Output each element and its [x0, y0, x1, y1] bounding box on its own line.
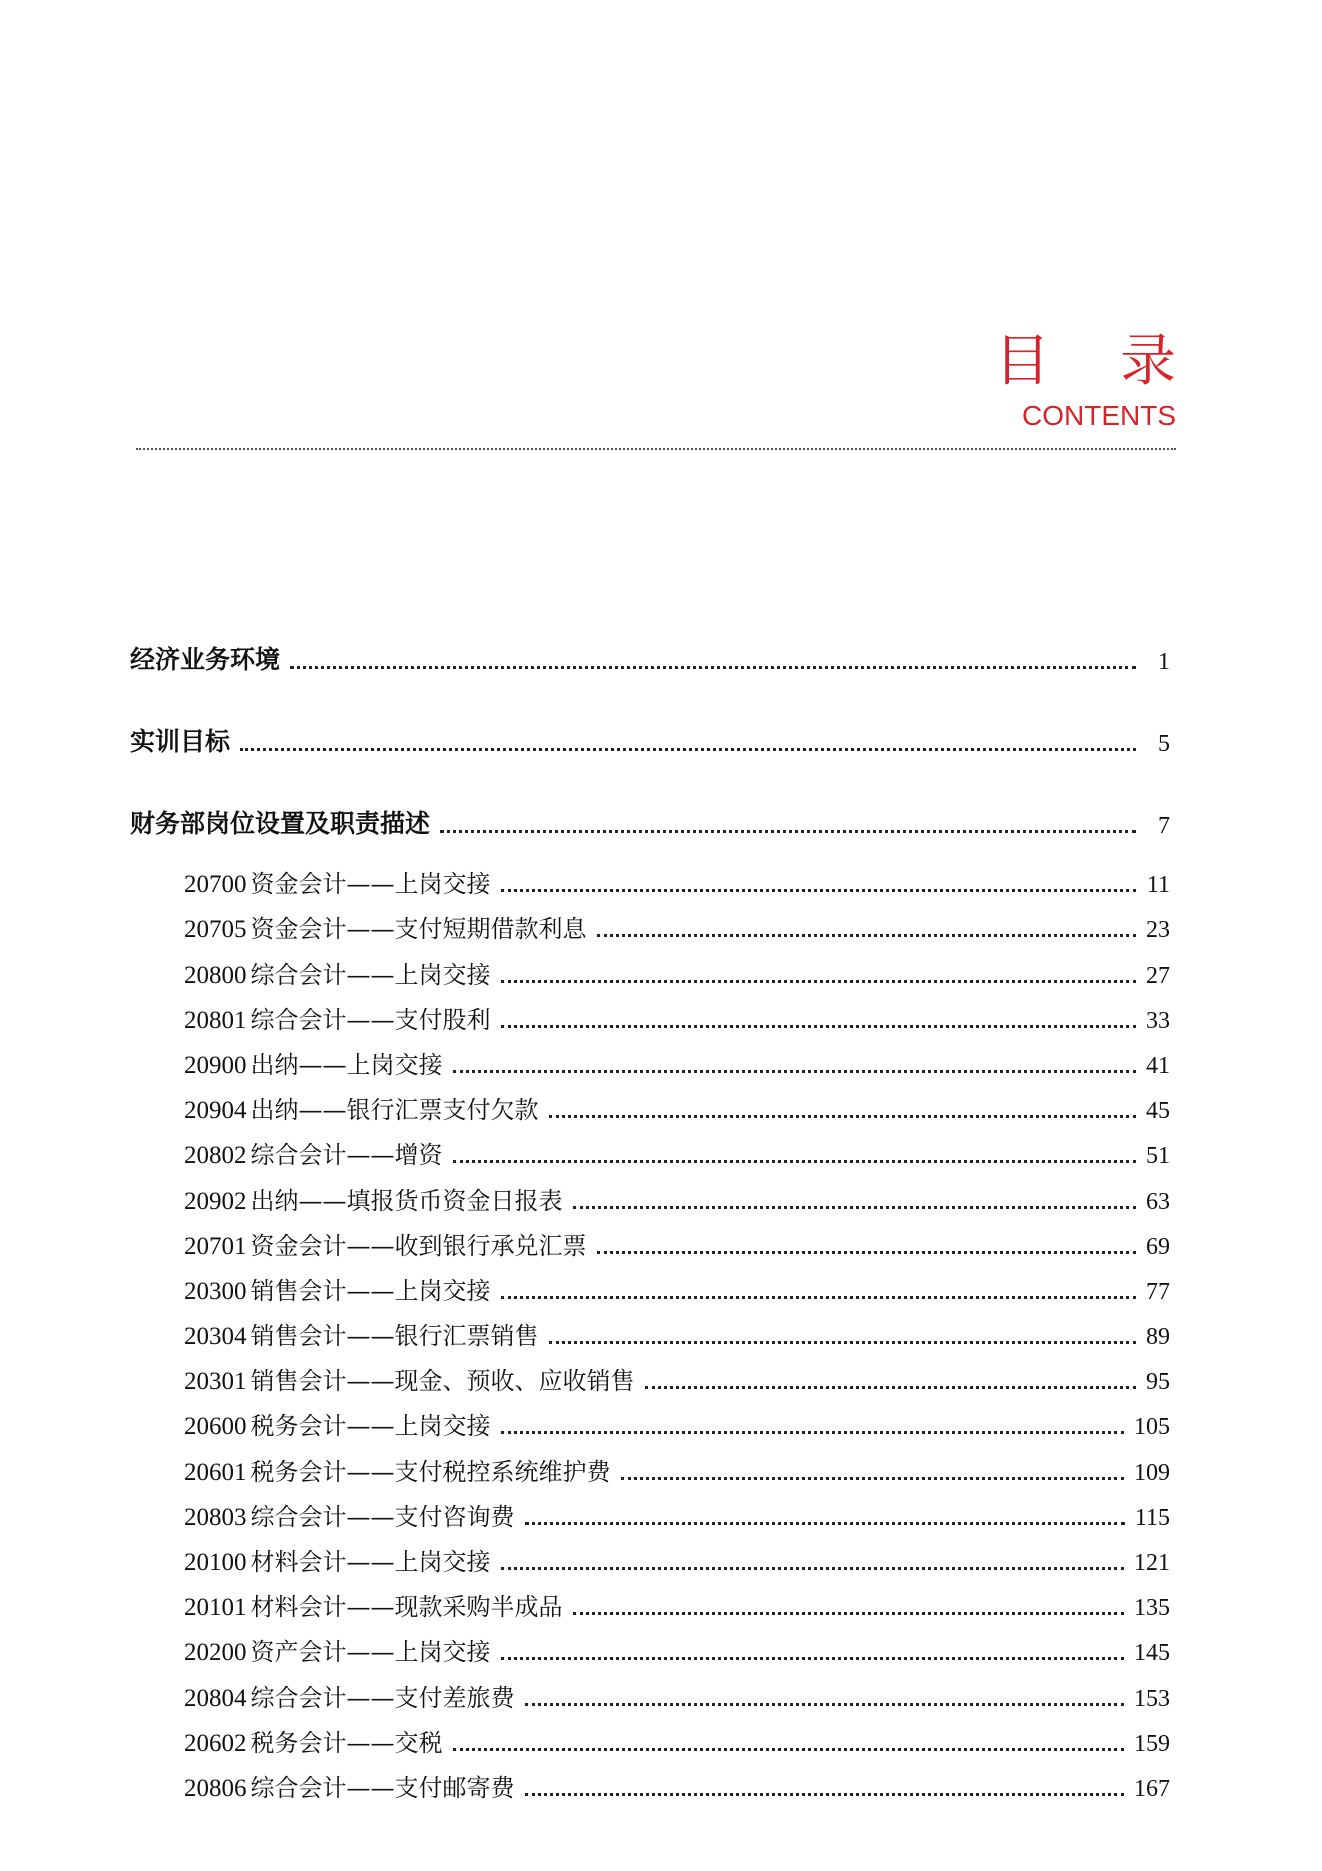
toc-page-number: 45 [1146, 1098, 1170, 1125]
toc-entry[interactable] [130, 1312, 1170, 1357]
toc-entry-label [184, 1226, 587, 1267]
toc-entry-code: 20700 [184, 871, 247, 899]
dot-leader [645, 1386, 1137, 1389]
dot-leader [501, 1567, 1125, 1570]
toc-page-number: 63 [1146, 1188, 1170, 1215]
toc-page-number: 1 [1158, 649, 1170, 675]
toc-entry-code: 20602 [184, 1729, 247, 1757]
dot-leader [573, 1612, 1125, 1615]
toc-entry-label [184, 955, 491, 996]
toc-entry-label [184, 1181, 563, 1222]
toc-entry[interactable] [130, 1673, 1170, 1718]
toc-entry-code: 20806 [184, 1774, 247, 1802]
toc-page-number: 41 [1146, 1052, 1170, 1079]
toc-entry-label [184, 1361, 635, 1402]
toc-entry-title: 销售会计——银行汇票销售 [250, 1322, 539, 1351]
toc-entry-label [184, 909, 587, 950]
toc-entry-label [184, 864, 491, 905]
toc-entry-code: 20701 [184, 1232, 247, 1260]
toc-entry[interactable] [130, 1628, 1170, 1673]
toc-entry-title: 材料会计——现款采购半成品 [250, 1593, 563, 1622]
toc-entry[interactable] [130, 996, 1170, 1041]
toc-entry[interactable] [130, 1764, 1170, 1809]
toc-entry-code: 20900 [184, 1051, 247, 1079]
dot-leader [240, 748, 1136, 751]
toc-entry-label [184, 1723, 443, 1764]
toc-entry[interactable] [130, 1538, 1170, 1583]
toc-entry-title: 综合会计——支付股利 [250, 1005, 491, 1034]
dot-leader [440, 830, 1136, 833]
table-of-contents [130, 600, 1170, 1809]
toc-page-number: 7 [1158, 813, 1170, 839]
toc-entry[interactable] [130, 1447, 1170, 1492]
toc-entry[interactable] [130, 1357, 1170, 1402]
toc-page-number: 153 [1134, 1685, 1170, 1712]
toc-page-number: 51 [1146, 1143, 1170, 1170]
toc-entry-title: 出纳——上岗交接 [250, 1050, 443, 1079]
toc-entry-code: 20705 [184, 916, 247, 944]
toc-page-number: 23 [1146, 917, 1170, 944]
toc-entry-title: 资金会计——支付短期借款利息 [250, 915, 587, 944]
toc-page-number: 145 [1134, 1640, 1170, 1667]
toc-entry-code: 20800 [184, 961, 247, 989]
dot-leader [501, 1657, 1125, 1660]
page-title: 目 录 [994, 329, 1202, 394]
toc-entry-code: 20601 [184, 1458, 247, 1486]
dot-leader [549, 1341, 1137, 1344]
toc-entry-code: 20804 [184, 1684, 247, 1712]
toc-entry-code: 20904 [184, 1097, 247, 1125]
dot-leader [597, 1251, 1137, 1254]
toc-page-number: 115 [1134, 1504, 1170, 1531]
toc-entry-title: 出纳——银行汇票支付欠款 [250, 1096, 539, 1125]
toc-entry-title: 税务会计——上岗交接 [250, 1412, 491, 1441]
toc-entry-code: 20100 [184, 1549, 247, 1576]
toc-page-number: 167 [1134, 1775, 1170, 1802]
toc-entry[interactable] [130, 1402, 1170, 1447]
toc-entry-title: 销售会计——上岗交接 [250, 1276, 491, 1305]
toc-entry[interactable] [130, 1131, 1170, 1176]
toc-page-number: 121 [1134, 1550, 1170, 1576]
toc-entry-label [184, 1497, 515, 1538]
toc-entry-title: 税务会计——交税 [250, 1728, 443, 1757]
toc-entry[interactable] [130, 905, 1170, 950]
dot-leader [501, 980, 1137, 983]
toc-page-number: 105 [1134, 1414, 1170, 1441]
toc-entry-label [184, 1135, 443, 1176]
dot-leader [453, 1748, 1125, 1751]
toc-section-title: 实训目标 [130, 727, 231, 756]
toc-entry-label [184, 1632, 491, 1673]
dot-leader [501, 1025, 1137, 1028]
toc-section-title: 经济业务环境 [130, 645, 281, 674]
dot-leader [549, 1115, 1137, 1118]
toc-entry-title: 资金会计——上岗交接 [250, 870, 491, 899]
dot-leader [501, 889, 1137, 892]
toc-page-number: 27 [1146, 962, 1170, 989]
dot-leader [501, 1431, 1125, 1434]
toc-entry-label [184, 1316, 539, 1357]
toc-entry[interactable] [130, 1222, 1170, 1267]
toc-header [994, 329, 1202, 432]
toc-section-entry[interactable] [130, 764, 1170, 846]
toc-entry-title: 综合会计——支付邮寄费 [250, 1773, 515, 1802]
toc-entry-label [184, 1452, 611, 1493]
toc-entry[interactable] [130, 1583, 1170, 1628]
toc-entry-label [184, 1542, 491, 1583]
toc-entry-code: 20801 [184, 1006, 247, 1034]
toc-entry-label [184, 1045, 443, 1086]
toc-page-number: 77 [1146, 1278, 1170, 1305]
toc-page-number: 5 [1158, 731, 1170, 757]
toc-page-number: 89 [1146, 1324, 1170, 1351]
toc-entry-list [130, 860, 1170, 1809]
toc-page-number: 109 [1134, 1459, 1170, 1486]
toc-entry-code: 20600 [184, 1413, 247, 1441]
dot-leader [573, 1206, 1137, 1209]
toc-entry-code: 20200 [184, 1639, 247, 1667]
toc-entry-title: 材料会计——上岗交接 [250, 1548, 491, 1576]
toc-entry-code: 20101 [184, 1594, 247, 1622]
dot-leader [525, 1522, 1125, 1525]
toc-entry-code: 20304 [184, 1323, 247, 1351]
toc-entry[interactable] [130, 1176, 1170, 1221]
toc-entry[interactable] [130, 950, 1170, 995]
page-subtitle: CONTENTS [1022, 400, 1176, 431]
toc-entry-label [184, 1000, 491, 1041]
toc-page-number: 159 [1134, 1730, 1170, 1757]
toc-page-number: 135 [1134, 1595, 1170, 1622]
toc-section-entry[interactable] [130, 682, 1170, 764]
toc-entry-code: 20301 [184, 1368, 247, 1396]
spacer [130, 846, 1170, 860]
dot-leader [525, 1703, 1125, 1706]
toc-entry-label [184, 1406, 491, 1447]
dot-leader [597, 934, 1137, 937]
toc-entry-label [184, 1678, 515, 1719]
toc-entry-title: 综合会计——支付差旅费 [250, 1683, 515, 1712]
toc-entry-title: 出纳——填报货币资金日报表 [250, 1186, 563, 1215]
toc-entry-code: 20300 [184, 1277, 247, 1305]
toc-entry-title: 综合会计——上岗交接 [250, 960, 491, 989]
toc-entry[interactable] [130, 1493, 1170, 1538]
toc-entry-title: 资产会计——上岗交接 [250, 1638, 491, 1667]
toc-page-number: 33 [1146, 1007, 1170, 1034]
toc-entry[interactable] [130, 1086, 1170, 1131]
toc-entry-title: 综合会计——支付咨询费 [250, 1502, 515, 1531]
toc-entry-title: 综合会计——增资 [250, 1141, 443, 1170]
toc-page-number: 11 [1146, 872, 1170, 899]
toc-entry[interactable] [130, 860, 1170, 905]
dot-leader [501, 1296, 1137, 1299]
toc-page-number: 95 [1146, 1369, 1170, 1396]
toc-entry-code: 20802 [184, 1142, 247, 1170]
header-divider [136, 448, 1176, 450]
dot-leader [290, 666, 1136, 669]
dot-leader [621, 1477, 1125, 1480]
toc-entry-label [184, 1587, 563, 1628]
toc-entry[interactable] [130, 1041, 1170, 1086]
toc-entry-code: 20902 [184, 1187, 247, 1215]
toc-section-entry[interactable] [130, 600, 1170, 682]
toc-page-number: 69 [1146, 1233, 1170, 1260]
toc-entry-title: 税务会计——支付税控系统维护费 [250, 1457, 611, 1486]
dot-leader [525, 1793, 1125, 1796]
dot-leader [453, 1070, 1137, 1073]
toc-entry-label [184, 1271, 491, 1312]
toc-section-title: 财务部岗位设置及职责描述 [130, 809, 431, 838]
toc-entry-code: 20803 [184, 1503, 247, 1531]
toc-entry-title: 资金会计——收到银行承兑汇票 [250, 1231, 587, 1260]
toc-entry[interactable] [130, 1267, 1170, 1312]
toc-entry-title: 销售会计——现金、预收、应收销售 [250, 1367, 635, 1396]
toc-entry-label [184, 1090, 539, 1131]
toc-entry-label [184, 1768, 515, 1809]
toc-entry[interactable] [130, 1719, 1170, 1764]
dot-leader [453, 1160, 1137, 1163]
